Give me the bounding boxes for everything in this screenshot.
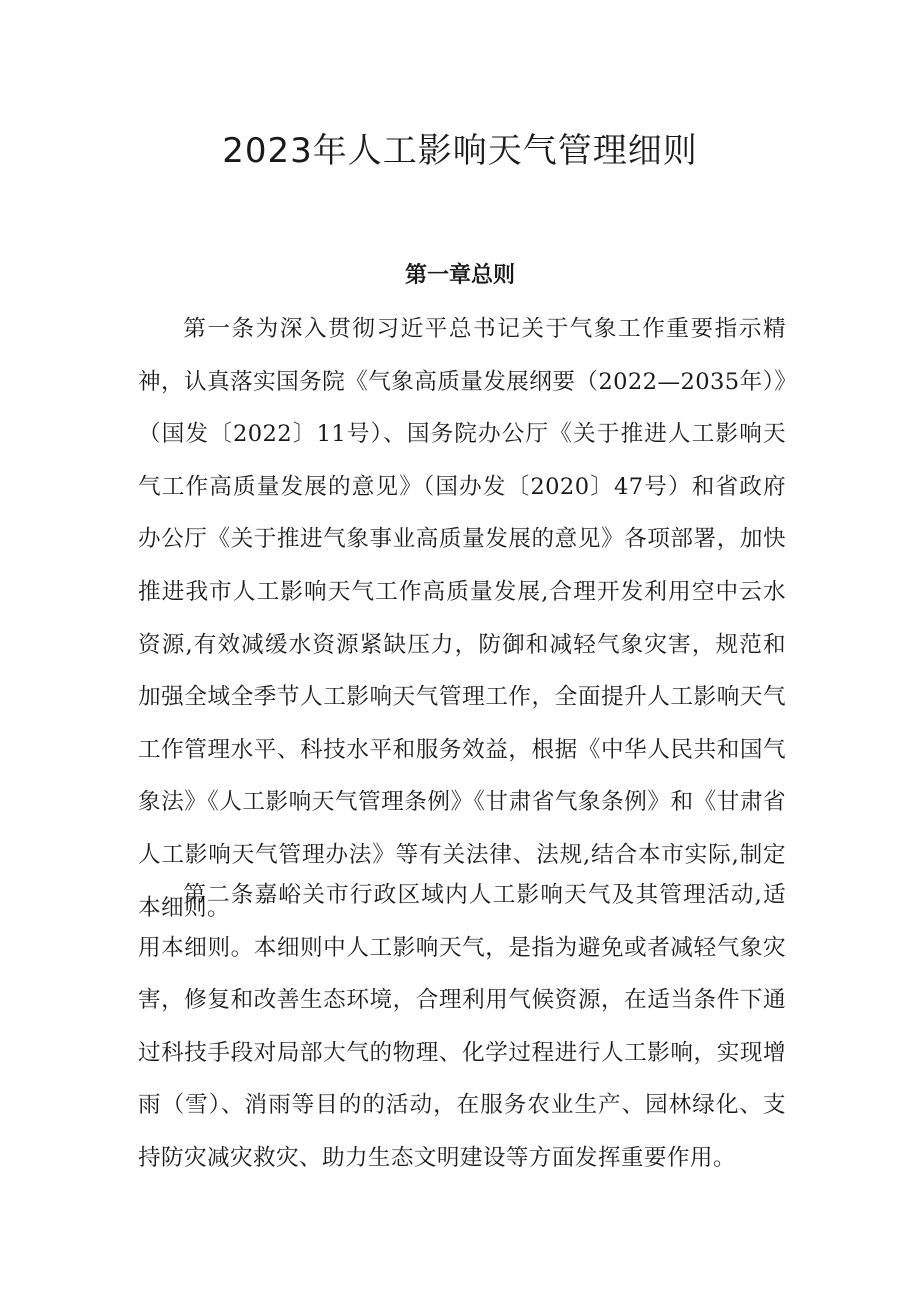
chapter-heading: 第一章总则 bbox=[404, 263, 515, 288]
document-title: 2023年人工影响天气管理细则 bbox=[222, 131, 698, 171]
article-paragraph-1: 第一条为深入贯彻习近平总书记关于气象工作重要指示精神，认真落实国务院《气象高质量发展纲要（2022—2035年）》（国发〔2022〕11号）、国务院办公厅《关于推进人工影响天气工作高质量发展的意见》（国办发〔2020〕47号）和省政府办公厅《关于推进气象事业高质量发展的意见》各项部署，加快推进我市人工影响天气工作高质量发展,合理开发利用空中云水资源,有效减缓水资源紧缺压力，防御和减轻气象灾害，规范和加强全域全季节人工影响天气管理工作，全面提升人工影响天气工作管理水平、科技水平和服务效益，根据《中华人民共和国气象法》《人工影响天气管理条例》《甘肃省气象条例》和《甘肃省人工影响天气管理办法》等有关法律、法规,结合本市实际,制定本细则。 bbox=[138, 316, 786, 921]
article-paragraph-2: 第二条嘉峪关市行政区域内人工影响天气及其管理活动,适用本细则。本细则中人工影响天气，是指为避免或者减轻气象灾害，修复和改善生态环境，合理利用气候资源，在适当条件下通过科技手段对局部大气的物理、化学过程进行人工影响，实现增雨（雪）、消雨等目的的活动，在服务农业生产、园林绿化、支持防灾减灾救灾、助力生态文明建设等方面发挥重要作用。 bbox=[138, 882, 786, 1171]
